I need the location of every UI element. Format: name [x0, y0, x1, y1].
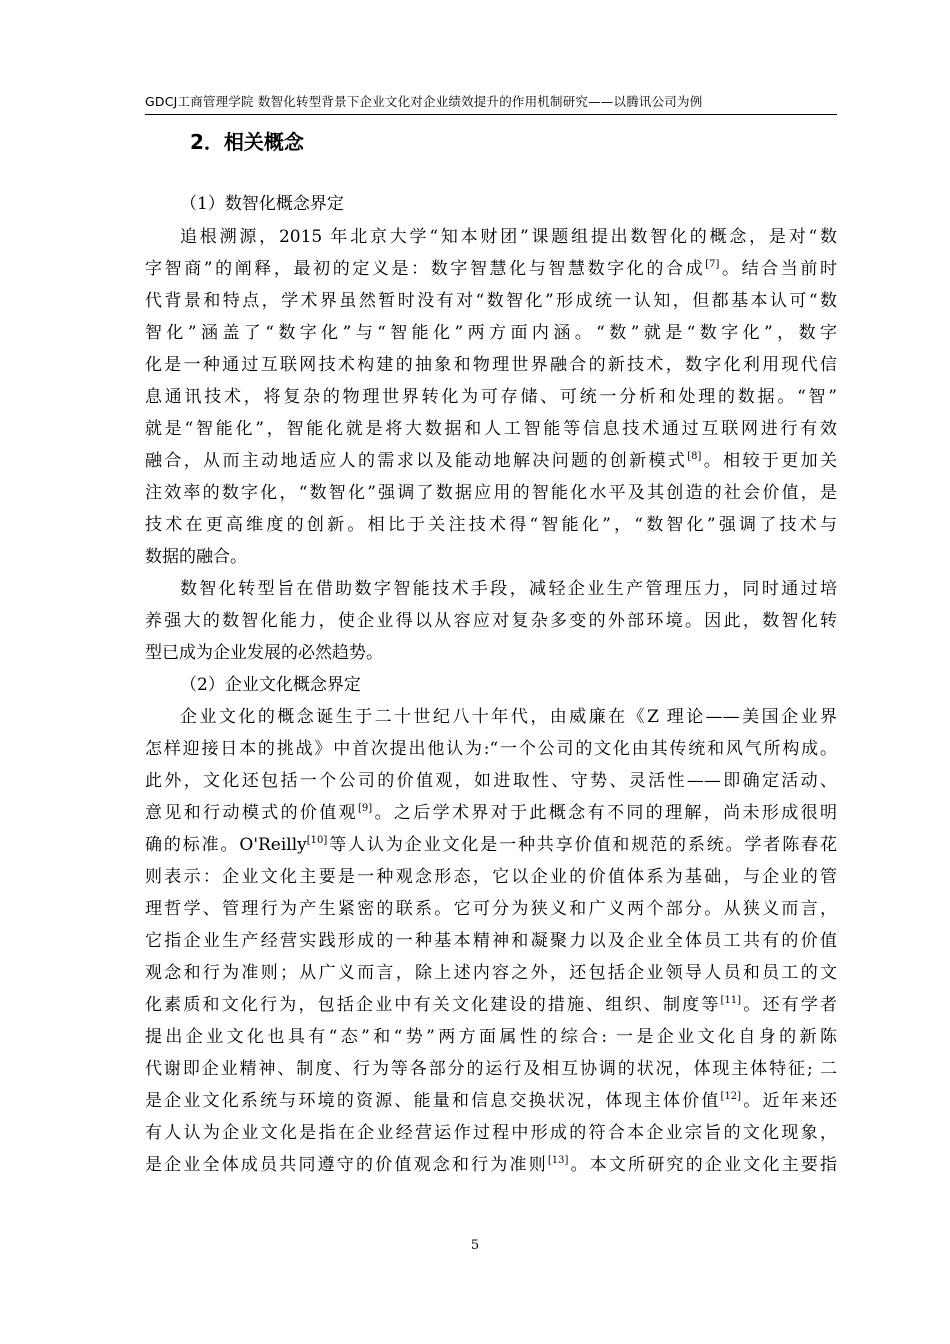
citation-ref: [8] — [687, 451, 702, 462]
paragraph-line: 意见和行动模式的价值观[9]。之后学术界对于此概念有不同的理解，尚未形成很明 — [145, 803, 837, 823]
citation-ref: [9] — [358, 803, 373, 814]
paragraph-line: 技术在更高维度的创新。相比于关注技术得“智能化”，“数智化”强调了技术与 — [145, 515, 837, 535]
paragraph-line: 息通讯技术，将复杂的物理世界转化为可存储、可统一分析和处理的数据。“智” — [145, 387, 837, 407]
paragraph-line: 则表示：企业文化主要是一种观念形态，它以企业的价值体系为基础，与企业的管 — [145, 867, 837, 887]
citation-ref: [7] — [705, 259, 720, 270]
paragraph-line: 代谢即企业精神、制度、行为等各部分的运行及相互协调的状况，体现主体特征; 二 — [145, 1059, 837, 1079]
paragraph-line: 怎样迎接日本的挑战》中首次提出他认为:“一个公司的文化由其传统和风气所构成。 — [145, 739, 837, 759]
subheading-digital-intelligence: （1）数智化概念界定 — [180, 194, 344, 214]
paragraph-line: 有人认为企业文化是指在企业经营运作过程中形成的符合本企业宗旨的文化现象， — [145, 1123, 837, 1143]
citation-ref: [12] — [720, 1091, 742, 1102]
section-title: 2．相关概念 — [190, 130, 304, 154]
paragraph-line: 注效率的数字化，“数智化”强调了数据应用的智能化水平及其创造的社会价值，是 — [145, 483, 837, 503]
subheading-corporate-culture: （2）企业文化概念界定 — [180, 675, 361, 695]
paragraph-line: 它指企业生产经营实践形成的一种基本精神和凝聚力以及企业全体员工共有的价值 — [145, 931, 837, 951]
paragraph-line: 数智化转型旨在借助数字智能技术手段，减轻企业生产管理压力，同时通过培 — [180, 579, 837, 599]
paragraph-line: 观念和行为准则；从广义而言，除上述内容之外，还包括企业领导人员和员工的文 — [145, 963, 837, 983]
paragraph-line: 是企业文化系统与环境的资源、能量和信息交换状况，体现主体价值[12]。近年来还 — [145, 1091, 838, 1111]
paragraph-line: 融合，从而主动地适应人的需求以及能动地解决问题的创新模式[8]。相较于更加关 — [145, 451, 838, 471]
paragraph-line: 养强大的数智化能力，使企业得以从容应对复杂多变的外部环境。因此，数智化转 — [145, 611, 837, 631]
paragraph-line: 此外，文化还包括一个公司的价值观，如进取性、守势、灵活性——即确定活动、 — [145, 771, 837, 791]
paragraph-line: 化是一种通过互联网技术构建的抽象和物理世界融合的新技术，数字化利用现代信 — [145, 355, 837, 375]
paragraph-line: 企业文化的概念诞生于二十世纪八十年代，由威廉在《Z 理论——美国企业界 — [180, 707, 837, 727]
citation-ref: [10] — [306, 835, 328, 846]
paragraph-line: 理哲学、管理行为产生紧密的联系。它可分为狭义和广义两个部分。从狭义而言， — [145, 899, 837, 919]
paragraph-line: 追根溯源，2015 年北京大学“知本财团”课题组提出数智化的概念，是对“数 — [180, 227, 837, 247]
paragraph-line: 字智商”的阐释，最初的定义是：数字智慧化与智慧数字化的合成[7]。结合当前时 — [145, 259, 837, 279]
header-rule — [145, 114, 837, 115]
citation-ref: [11] — [720, 995, 742, 1006]
paragraph-line: 化素质和文化行为，包括企业中有关文化建设的措施、组织、制度等[11]。还有学者 — [145, 995, 838, 1015]
citation-ref: [13] — [547, 1155, 569, 1166]
page-number: 5 — [470, 1238, 480, 1253]
paragraph-line: 确的标准。O'Reilly[10]等人认为企业文化是一种共享价值和规范的系统。学者陈春花 — [145, 835, 838, 855]
paragraph-line: 是企业全体成员共同遵守的价值观念和行为准则[13]。本文所研究的企业文化主要指 — [145, 1155, 838, 1175]
paragraph-line: 型已成为企业发展的必然趋势。 — [145, 643, 383, 663]
paragraph-line: 提出企业文化也具有“态”和“势”两方面属性的综合: 一是企业文化自身的新陈 — [145, 1027, 837, 1047]
running-header: GDCJ工商管理学院 数智化转型背景下企业文化对企业绩效提升的作用机制研究——以腾讯公司为例 — [145, 94, 703, 109]
paragraph-line: 代背景和特点，学术界虽然暂时没有对“数智化”形成统一认知，但都基本认可“数 — [145, 291, 837, 311]
paragraph-line: 智化”涵盖了“数字化”与“智能化”两方面内涵。“数”就是“数字化”，数字 — [145, 323, 837, 343]
paragraph-line: 数据的融合。 — [145, 547, 247, 567]
paragraph-line: 就是“智能化”，智能化就是将大数据和人工智能等信息技术通过互联网进行有效 — [145, 419, 837, 439]
